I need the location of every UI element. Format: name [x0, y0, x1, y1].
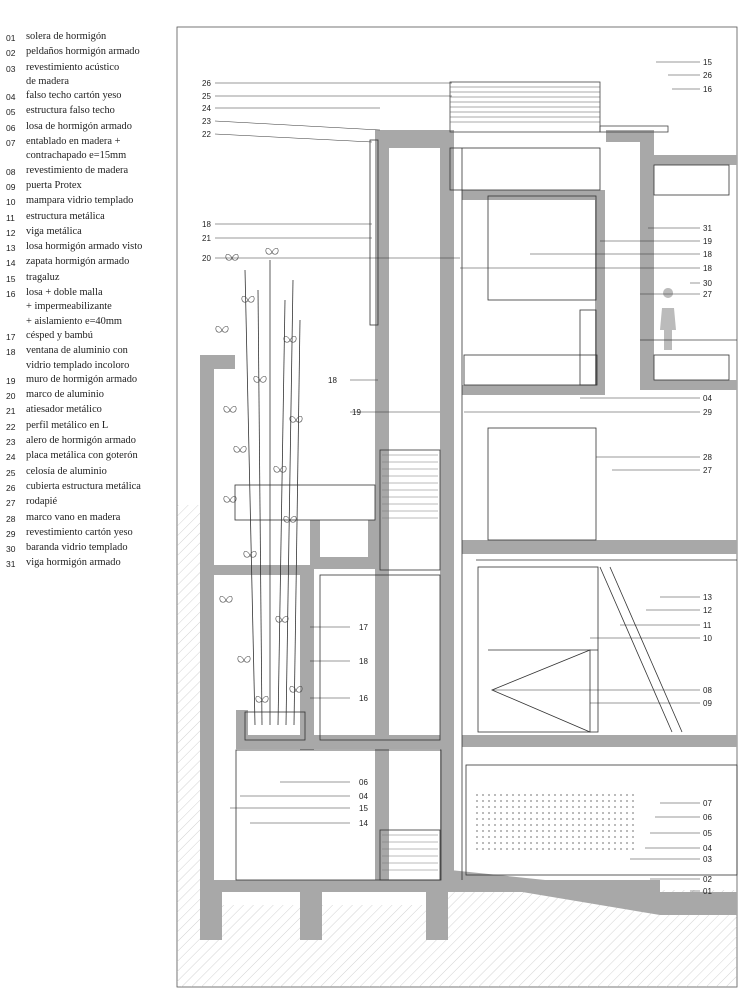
- stair-lines: [382, 455, 438, 870]
- legend-number: 25: [6, 467, 16, 478]
- callout-04: 04: [703, 844, 712, 853]
- legend-text: losa de hormigón armado: [26, 120, 132, 132]
- legend-number: 27: [6, 498, 16, 509]
- legend-text: alero de hormigón armado: [26, 435, 136, 447]
- legend-text: viga metálica: [26, 225, 82, 237]
- callout-16: 16: [359, 694, 368, 703]
- legend-number: 22: [6, 421, 16, 432]
- legend-number: 30: [6, 544, 16, 555]
- legend-text: estructura metálica: [26, 210, 105, 222]
- legend-number: 28: [6, 513, 16, 524]
- roof-louver: [450, 82, 668, 132]
- callout-28: 28: [703, 453, 712, 462]
- legend-number: 31: [6, 559, 16, 570]
- interior-lines: [235, 140, 737, 880]
- legend-text: falso techo cartón yeso: [26, 90, 122, 102]
- callout-07: 07: [703, 799, 712, 808]
- legend-number: 19: [6, 375, 16, 386]
- legend-number: 12: [6, 227, 16, 238]
- legend-number: 16: [6, 289, 16, 300]
- callout-01: 01: [703, 887, 712, 896]
- callout-02: 02: [703, 875, 712, 884]
- legend-number: 05: [6, 107, 16, 118]
- callout-04: 04: [359, 792, 368, 801]
- legend-number: 18: [6, 347, 16, 358]
- legend-text: revestimiento de madera: [26, 164, 129, 176]
- legend-number: 26: [6, 482, 16, 493]
- legend-number: 10: [6, 197, 16, 208]
- callout-24: 24: [202, 104, 211, 113]
- callout-10: 10: [703, 634, 712, 643]
- callout-20: 20: [202, 254, 211, 263]
- legend-number: 20: [6, 391, 16, 402]
- legend-text: césped y bambú: [26, 329, 93, 341]
- legend-number: 24: [6, 452, 16, 463]
- callouts-left: [202, 79, 368, 828]
- legend-number: 09: [6, 181, 16, 192]
- bamboo-stems: [245, 260, 300, 725]
- callout-31: 31: [703, 224, 712, 233]
- concrete-structure: [200, 130, 737, 940]
- legend-text: losa hormigón armado visto: [26, 241, 143, 253]
- legend-text: marco de aluminio: [26, 389, 104, 401]
- legend-text: muro de hormigón armado: [26, 373, 138, 385]
- acoustic-panel-texture: [475, 790, 635, 850]
- callout-04: 04: [703, 394, 712, 403]
- callouts-right: [703, 58, 712, 896]
- legend-number: 23: [6, 437, 16, 448]
- callout-26: 26: [703, 71, 712, 80]
- legend-number: 21: [6, 406, 16, 417]
- callout-21: 21: [202, 234, 211, 243]
- legend-text: viga hormigón armado: [26, 557, 121, 569]
- legend-text: placa metálica con goterón: [26, 450, 138, 462]
- leader-lines-right: [460, 62, 700, 891]
- callout-14: 14: [359, 819, 368, 828]
- legend-text: cubierta estructura metálica: [26, 480, 141, 492]
- callout-08: 08: [703, 686, 712, 695]
- legend-number: 04: [6, 92, 16, 103]
- callout-06: 06: [359, 778, 368, 787]
- legend-number: 08: [6, 166, 16, 177]
- legend-number: 14: [6, 258, 16, 269]
- callout-18: 18: [703, 250, 712, 259]
- callout-26: 26: [202, 79, 211, 88]
- callout-18: 18: [328, 376, 337, 385]
- legend-text: revestimiento cartón yeso: [26, 526, 133, 538]
- legend-text: entablado en madera + contrachapado e=15mm: [26, 136, 127, 162]
- legend-text: puerta Protex: [26, 179, 82, 191]
- bamboo-leaves: [216, 248, 302, 702]
- callout-30: 30: [703, 279, 712, 288]
- legend-text: marco vano en madera: [26, 511, 121, 523]
- callout-19: 19: [703, 237, 712, 246]
- callout-18: 18: [703, 264, 712, 273]
- legend-number: 01: [6, 33, 16, 43]
- legend-number: 11: [6, 212, 15, 223]
- legend-text: revestimiento acústico de madera: [26, 61, 120, 87]
- callout-18: 18: [202, 220, 211, 229]
- callout-05: 05: [703, 829, 712, 838]
- legend-text: zapata hormigón armado: [26, 256, 130, 268]
- legend-number: 06: [6, 122, 16, 133]
- ground-hatch-left: [177, 505, 200, 987]
- callout-27: 27: [703, 290, 712, 299]
- legend-text: rodapié: [26, 496, 58, 508]
- callout-13: 13: [703, 593, 712, 602]
- legend-text: peldaños hormigón armado: [26, 46, 140, 58]
- legend-number: 17: [6, 331, 16, 342]
- callout-03: 03: [703, 855, 712, 864]
- callout-27: 27: [703, 466, 712, 475]
- legend-number: 07: [6, 138, 16, 149]
- callout-15: 15: [359, 804, 368, 813]
- callout-17: 17: [359, 623, 368, 632]
- legend-text: ventana de aluminio con vidrio templado incoloro: [26, 345, 130, 371]
- legend-text: mampara vidrio templado: [26, 195, 134, 207]
- callout-18: 18: [359, 657, 368, 666]
- callout-23: 23: [202, 117, 211, 126]
- callout-06: 06: [703, 813, 712, 822]
- legend-number: 29: [6, 528, 16, 539]
- callout-11: 11: [703, 621, 712, 630]
- legend-text: atiesador metálico: [26, 404, 102, 416]
- callout-15: 15: [703, 58, 712, 67]
- callout-16: 16: [703, 85, 712, 94]
- legend-number: 15: [6, 273, 16, 284]
- legend-text: losa + doble malla + impermeabilizante + aislamiento e=40mm: [26, 287, 122, 327]
- callout-19: 19: [352, 408, 361, 417]
- person-figure: [660, 288, 676, 350]
- legend-number: 02: [6, 48, 16, 59]
- legend-text: tragaluz: [26, 271, 60, 283]
- legend-number: 03: [6, 63, 16, 74]
- legend-text: solera de hormigón: [26, 31, 107, 42]
- callout-12: 12: [703, 606, 712, 615]
- callout-29: 29: [703, 408, 712, 417]
- callout-09: 09: [703, 699, 712, 708]
- callout-25: 25: [202, 92, 211, 101]
- legend-text: estructura falso techo: [26, 105, 115, 117]
- legend-text: celosía de aluminio: [26, 465, 107, 477]
- callout-22: 22: [202, 130, 211, 139]
- legend-text: baranda vidrio templado: [26, 542, 128, 554]
- legend-number: 13: [6, 243, 16, 254]
- legend-text: perfil metálico en L: [26, 419, 109, 431]
